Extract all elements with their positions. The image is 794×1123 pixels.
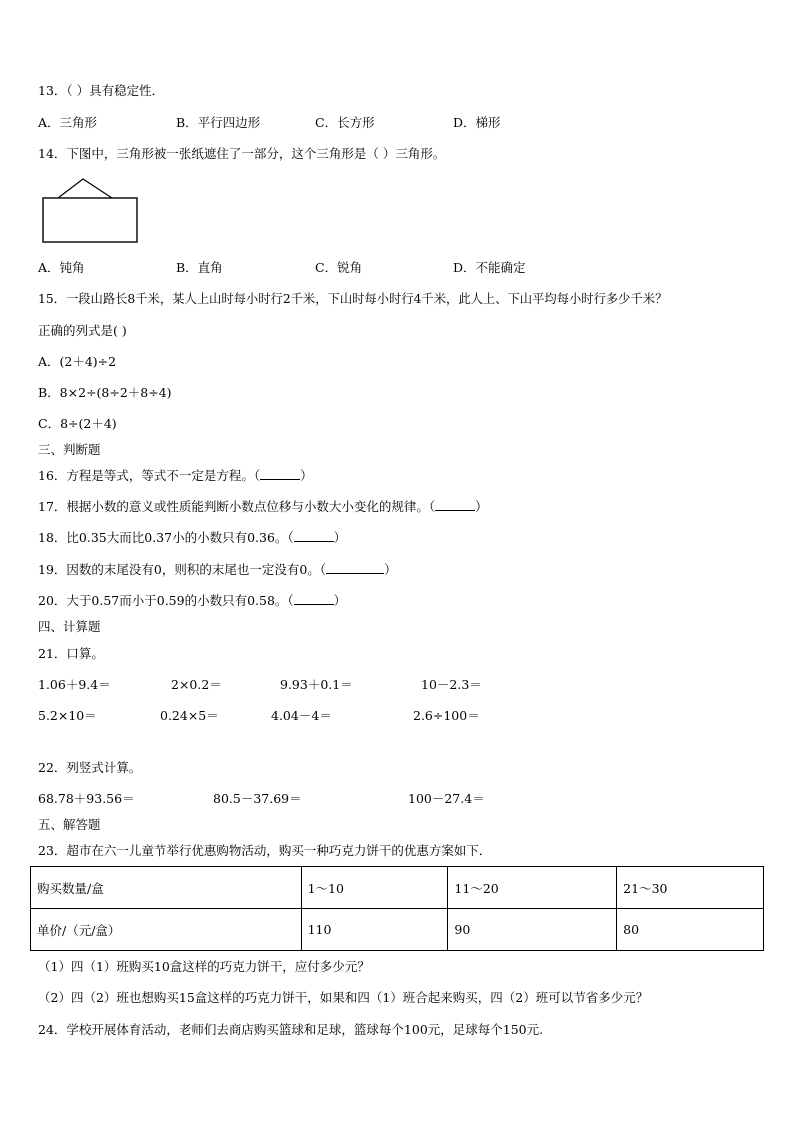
table-cell: 单价/（元/盒） [31,909,302,951]
table-row [31,909,764,951]
table-cell: 21～30 [617,867,764,909]
answer-blank[interactable] [294,541,334,542]
q21-item: 2×0.2＝ [171,677,222,692]
q15-option-b: B．8×2÷(8÷2＋8÷4) [38,385,172,400]
q21-item: 9.93＋0.1＝ [280,677,353,692]
table-cell: 购买数量/盒 [31,867,302,909]
q21-item: 0.24×5＝ [160,708,219,723]
section-5-heading: 五、解答题 [38,817,101,832]
q13-stem: 13．（ ）具有稳定性． [38,83,165,98]
q23-sub2: （2）四（2）班也想购买15盒这样的巧克力饼干，如果和四（1）班合起来购买，四（2）班可以节省多少元？ [38,990,649,1005]
q21-item: 5.2×10＝ [38,708,97,723]
q15-stem: 15．一段山路长8千米，某人上山时每小时行2千米，下山时每小时行4千米，此人上、下山平均每小时行多少千米？ [38,292,668,306]
q21-item: 10－2.3＝ [421,677,482,692]
q13-option-b: B．平行四边形 [176,115,261,130]
q13-option-c: C．长方形 [315,115,375,130]
q17 [38,499,488,515]
q22-item: 80.5－37.69＝ [213,791,302,806]
q17-text: 17．根据小数的意义或性质能判断小数点位移与小数大小变化的规律。（ [38,499,436,514]
paren-close: ） [333,593,347,608]
q22-stem: 22．列竖式计算。 [38,760,142,775]
table-cell: 11～20 [448,867,617,909]
q16-text: 16．方程是等式，等式不一定是方程。（ [38,468,261,483]
q21-item: 4.04－4＝ [271,708,332,723]
q13-option-d: D．梯形 [453,115,501,130]
covered-triangle-figure [40,176,142,246]
q14-option-b: B．直角 [176,260,223,275]
q13-option-a: A．三角形 [38,115,98,130]
q14-stem: 14．下图中，三角形被一张纸遮住了一部分，这个三角形是（ ）三角形。 [38,146,446,161]
paren-close: ） [384,562,397,577]
q18 [38,530,346,546]
answer-blank[interactable] [294,604,334,605]
table-cell: 90 [448,909,617,951]
section-3-heading: 三、判断题 [38,442,101,457]
price-table [30,866,764,951]
table-row [31,867,764,909]
q14-option-d: D．不能确定 [453,260,526,275]
q14-option-c: C．锐角 [315,260,363,275]
q23-sub1: （1）四（1）班购买10盒这样的巧克力饼干，应付多少元？ [38,959,370,974]
q21-stem: 21．口算。 [38,646,104,661]
q24-stem: 24．学校开展体育活动，老师们去商店购买篮球和足球，篮球每个100元，足球每个150元. [38,1022,544,1037]
answer-blank[interactable] [326,573,384,574]
q19 [38,562,397,578]
section-4-heading: 四、计算题 [38,619,101,634]
q15-line2: 正确的列式是( ) [38,323,127,338]
covering-paper [43,198,137,242]
q23-stem: 23．超市在六一儿童节举行优惠购物活动，购买一种巧克力饼干的优惠方案如下． [38,843,492,858]
answer-blank[interactable] [260,479,300,480]
paren-close: ） [333,530,347,545]
q14-option-a: A．钝角 [38,260,85,275]
q16 [38,468,313,484]
table-cell: 1～10 [301,867,448,909]
triangle-visible-part [58,179,112,198]
table-cell: 110 [301,909,448,951]
q20-text: 20．大于0.57而小于0.59的小数只有0.58。（ [38,593,294,608]
paren-close: ） [300,468,313,483]
paren-close: ） [475,499,488,514]
q21-item: 1.06＋9.4＝ [38,677,111,692]
q21-item: 2.6÷100＝ [413,708,480,723]
q20 [38,593,346,609]
q22-item: 100－27.4＝ [408,791,485,806]
answer-blank[interactable] [435,510,475,511]
q22-item: 68.78＋93.56＝ [38,791,135,806]
table-cell: 80 [617,909,764,951]
q15-option-a: A．(2＋4)÷2 [38,354,117,369]
q19-text: 19．因数的末尾没有0，则积的末尾也一定没有0。（ [38,562,327,577]
q15-option-c: C．8÷(2＋4) [38,416,117,431]
q18-text: 18．比0.35大而比0.37小的小数只有0.36。（ [38,530,294,545]
